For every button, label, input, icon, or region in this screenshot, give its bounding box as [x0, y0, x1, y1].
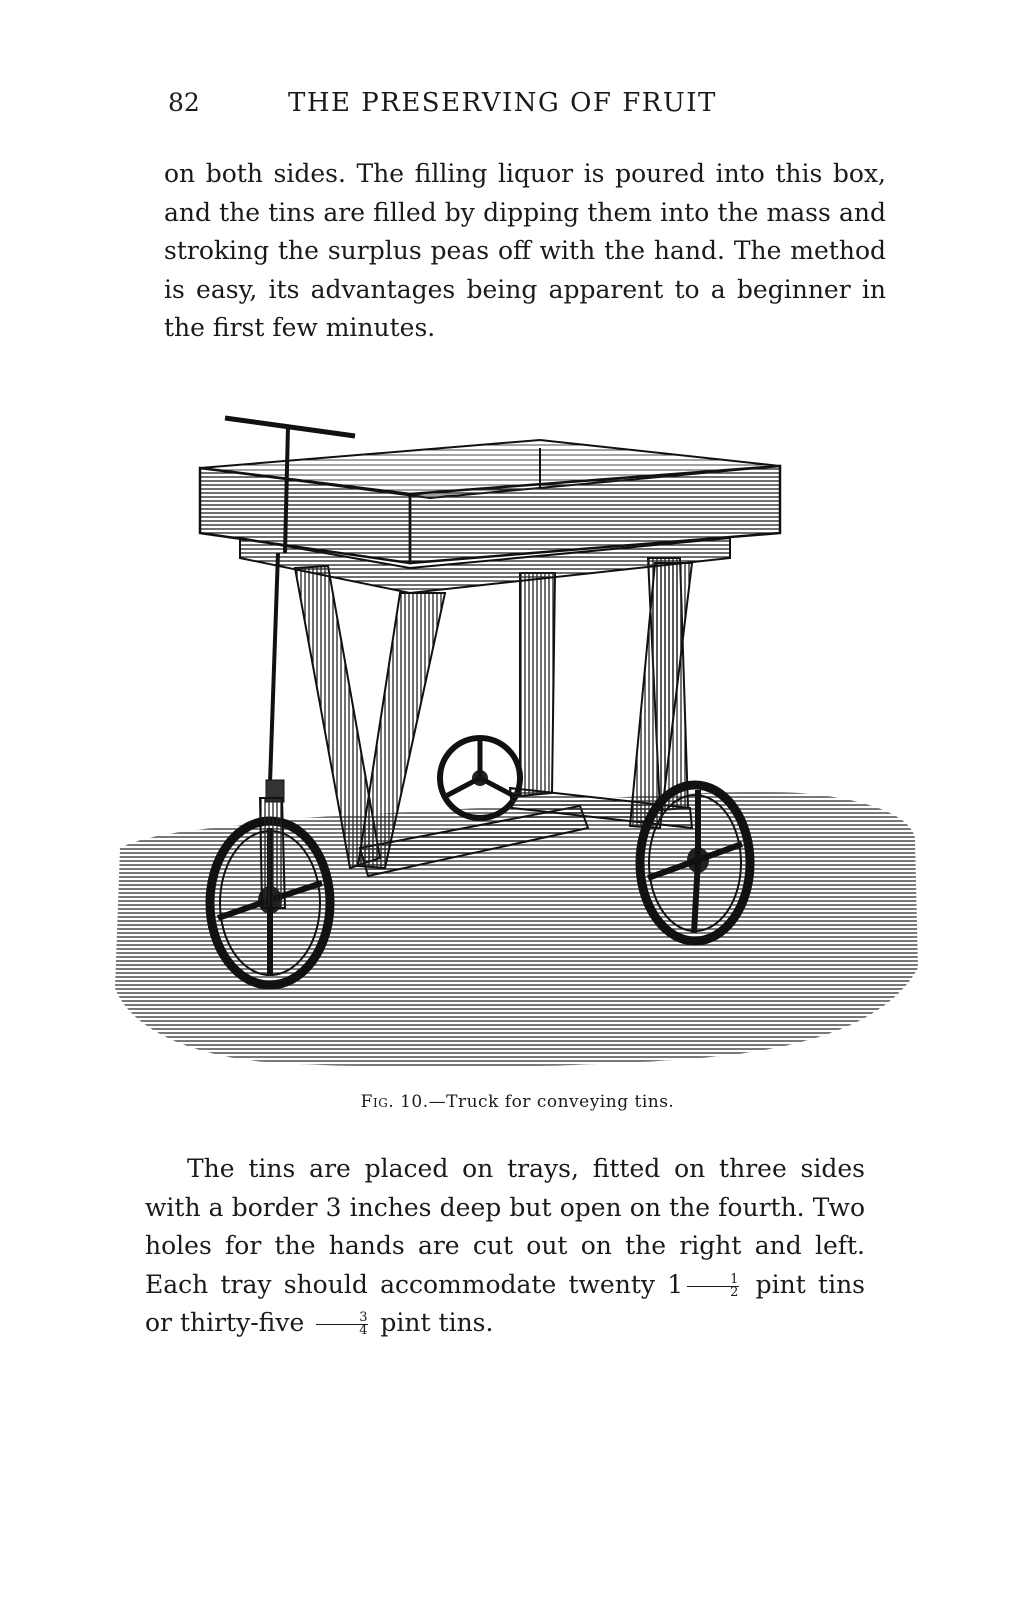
truck-illustration [100, 408, 930, 1078]
figure-caption [0, 1092, 1035, 1112]
paragraph-2-text-after: pint tins. [372, 1308, 494, 1337]
running-head [168, 88, 778, 128]
back-wheel [440, 738, 520, 818]
fraction-three-quarters: $\frac{3}{4}$ [316, 1312, 368, 1337]
back-leg-middle [520, 573, 555, 796]
paragraph-1: on both sides. The filling liquor is poured into this box, and the tins are filled by dipping them into the mass and stroking the surplus peas off with the hand. The method is easy, its advantages being apparent to a beginner in the first few minutes. [164, 159, 886, 342]
page-number: 82 [168, 88, 200, 117]
figure-caption-text: —Truck for conveying tins. [428, 1092, 675, 1112]
figure-label: Fig. 10. [360, 1092, 429, 1112]
fraction-one-half: $\frac{1}{2}$ [687, 1274, 739, 1299]
paragraph-2-text-middle: pint tins or thirty-five [145, 1269, 866, 1337]
book-title: THE PRESERVING OF FRUIT [288, 88, 717, 118]
paragraph-2-text-before: The tins are placed on trays, fitted on three sides with a border 3 inches deep but open on the fourth. Two holes for the hands are cut out on the right and left. Each tray should accommodate twenty 1 [145, 1154, 865, 1299]
paragraph-2 [145, 1150, 865, 1343]
